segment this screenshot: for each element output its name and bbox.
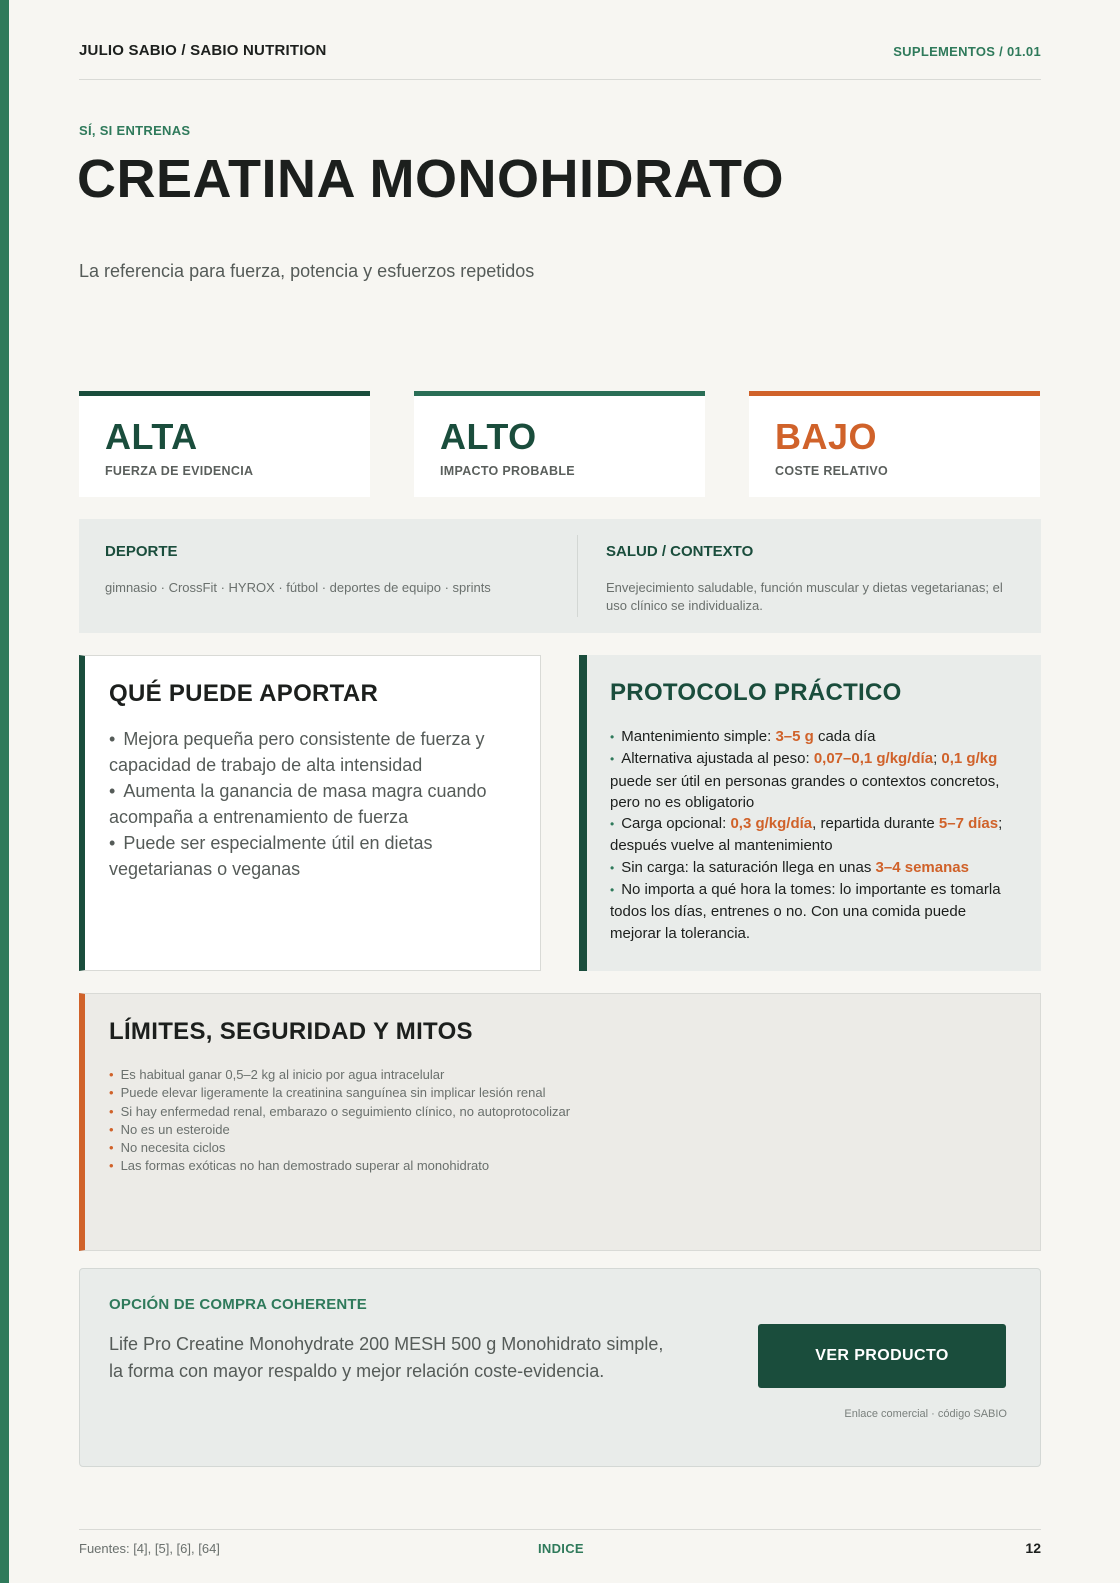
list-item [109, 1121, 570, 1139]
sources-label: Fuentes: [4], [5], [6], [64] [79, 1541, 220, 1556]
affiliate-note: Enlace comercial · código SABIO [844, 1408, 1007, 1420]
list-item [109, 1139, 570, 1157]
bullet-icon: • [610, 752, 615, 767]
limit-text: No necesita ciclos [120, 1140, 226, 1156]
health-text: Envejecimiento saludable, función muscular y dietas vegetarianas; el uso clínico se individualiza. [606, 580, 1003, 613]
limit-text: Si hay enfermedad renal, embarazo o seguimiento clínico, no autoprotocolizar [120, 1103, 571, 1119]
bullet-icon: • [109, 729, 116, 749]
page-title: CREATINA MONOHIDRATO [77, 149, 784, 209]
bullet-icon: • [109, 1121, 114, 1137]
list-item [610, 726, 1020, 748]
health-title: SALUD / CONTEXTO [606, 543, 754, 560]
list-item [109, 778, 509, 830]
metric-value: ALTA [105, 416, 198, 457]
view-product-button[interactable]: VER PRODUCTO [758, 1324, 1006, 1388]
metric-label: COSTE RELATIVO [775, 464, 889, 478]
list-item [610, 813, 1020, 857]
protocol-title: PROTOCOLO PRÁCTICO [610, 679, 902, 706]
protocol-list [610, 726, 1020, 944]
benefits-card [79, 655, 541, 971]
protocol-text: puede ser útil en personas grandes o contextos concretos, pero no es obligatorio [610, 772, 1000, 811]
limit-text: Las formas exóticas no han demostrado superar al monohidrato [120, 1158, 490, 1174]
highlight-value: 0,3 g/kg/día [730, 815, 813, 833]
highlight-value: 3–4 semanas [875, 858, 969, 876]
context-divider [577, 535, 578, 617]
kicker-label: SÍ, SI ENTRENAS [79, 123, 191, 138]
limit-text: Es habitual ganar 0,5–2 kg al inicio por agua intracelular [120, 1067, 445, 1082]
bullet-icon: • [109, 1085, 114, 1101]
metric-label: FUERZA DE EVIDENCIA [105, 464, 254, 478]
bullet-icon: • [610, 860, 615, 875]
highlight-value: 0,07–0,1 g/kg/día [813, 750, 934, 768]
index-link[interactable]: INDICE [538, 1541, 584, 1556]
highlight-value: 0,1 g/kg [941, 750, 998, 768]
purchase-title: OPCIÓN DE COMPRA COHERENTE [109, 1296, 367, 1313]
page-header [79, 40, 1041, 80]
protocol-text: Sin carga: la saturación llega en unas [621, 858, 876, 876]
bullet-icon: • [610, 883, 615, 898]
page-number: 12 [1025, 1540, 1041, 1556]
list-item [610, 879, 1020, 944]
bullet-icon: • [109, 1067, 114, 1082]
context-panel [79, 519, 1041, 633]
list-item [109, 830, 509, 882]
product-description: Monohidrato simple, la forma con mayor respaldo y mejor relación coste-evidencia. [109, 1334, 664, 1381]
protocol-text: Alternativa ajustada al peso: [621, 750, 814, 768]
bullet-icon: • [109, 781, 116, 801]
benefit-text: Aumenta la ganancia de masa magra cuando acompaña a entrenamiento de fuerza [109, 781, 487, 827]
bullet-icon: • [109, 1158, 114, 1174]
benefit-text: Puede ser especialmente útil en dietas vegetarianas o veganas [109, 833, 433, 879]
list-item [610, 748, 1020, 813]
brand-label: JULIO SABIO / SABIO NUTRITION [79, 42, 327, 59]
limits-title: LÍMITES, SEGURIDAD Y MITOS [109, 1018, 473, 1045]
purchase-card [79, 1268, 1041, 1467]
list-item [109, 1066, 570, 1084]
page-footer [79, 1529, 1041, 1556]
bullet-icon: • [109, 833, 116, 853]
sport-title: DEPORTE [105, 543, 178, 560]
limit-text: Puede elevar ligeramente la creatinina sanguínea sin implicar lesión renal [120, 1085, 546, 1101]
protocol-text: Mantenimiento simple: [621, 728, 776, 745]
metric-label: IMPACTO PROBABLE [440, 464, 575, 478]
list-item [610, 857, 1020, 879]
bullet-icon: • [610, 817, 615, 832]
list-item [109, 726, 509, 778]
metric-value: BAJO [775, 416, 878, 457]
bullet-icon: • [109, 1140, 114, 1156]
protocol-text: , repartida durante [812, 815, 939, 833]
bullet-icon: • [610, 730, 615, 744]
limit-text: No es un esteroide [120, 1121, 230, 1137]
highlight-value: 3–5 g [775, 728, 814, 745]
list-item [109, 1103, 570, 1121]
list-item [109, 1084, 570, 1102]
metric-card-cost [749, 391, 1040, 497]
metric-card-impact [414, 391, 705, 497]
page-subtitle: La referencia para fuerza, potencia y esfuerzos repetidos [79, 261, 535, 281]
benefit-text: Mejora pequeña pero consistente de fuerza y capacidad de trabajo de alta intensidad [109, 729, 485, 775]
bullet-icon: • [109, 1103, 114, 1119]
benefits-title: QUÉ PUEDE APORTAR [109, 680, 379, 707]
limits-list [109, 1066, 570, 1176]
purchase-text [109, 1331, 669, 1384]
highlight-value: 5–7 días [938, 815, 999, 833]
list-item [109, 1157, 570, 1175]
metric-card-evidence [79, 391, 370, 497]
sport-text: gimnasio · CrossFit · HYROX · fútbol · deportes de equipo · sprints [105, 580, 491, 595]
protocol-text: ; [933, 750, 942, 768]
protocol-text: Carga opcional: [621, 815, 731, 833]
section-label: SUPLEMENTOS / 01.01 [893, 44, 1041, 59]
metric-value: ALTO [440, 416, 537, 457]
product-name: Life Pro Creatine Monohydrate 200 MESH 500 g [109, 1334, 497, 1354]
protocol-text: No importa a qué hora la tomes: lo importante es tomarla todos los días, entrenes o no. Con una comida puede mejorar la tolerancia. [610, 881, 1001, 942]
protocol-card [579, 655, 1041, 971]
limits-card [79, 993, 1041, 1251]
protocol-text: cada día [813, 728, 876, 745]
left-accent-stripe [0, 0, 9, 1583]
protocol-text: ; después vuelve al mantenimiento [610, 815, 1003, 855]
benefits-list [109, 726, 509, 882]
